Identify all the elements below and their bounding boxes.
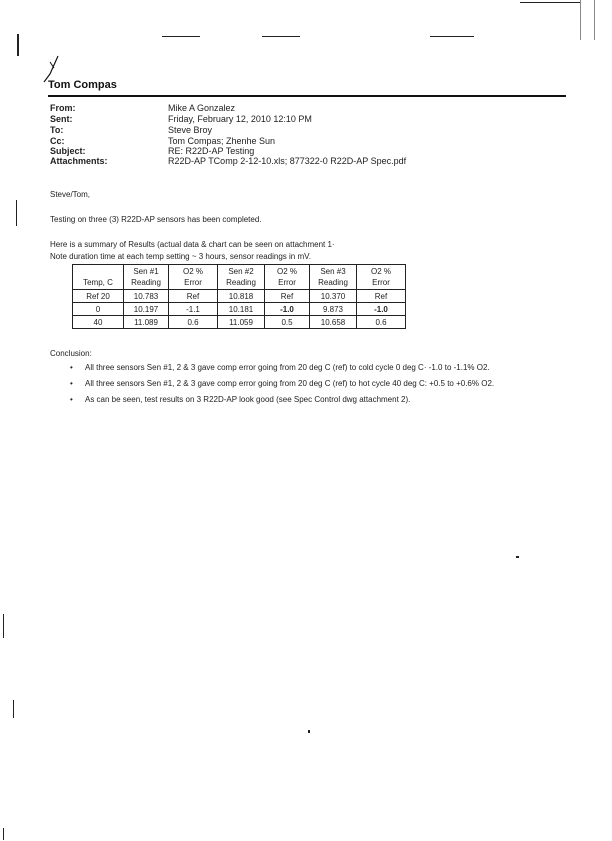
cc-value: Tom Compas; Zhenhe Sun: [168, 136, 276, 146]
scan-artifact-top-2: [262, 36, 300, 37]
table-row: [73, 303, 406, 316]
subject-label: Subject:: [50, 146, 86, 156]
from-value: Mike A Gonzalez: [168, 103, 236, 113]
greeting: Steve/Tom,: [50, 190, 91, 199]
table-cell: 10.658: [310, 316, 357, 329]
table-header-row: [73, 265, 406, 290]
cc-label: Cc:: [50, 136, 65, 146]
scan-speck: [516, 556, 519, 558]
table-row: [73, 316, 406, 329]
table-cell: Ref: [169, 290, 218, 303]
table-cell: 11.059: [218, 316, 265, 329]
scan-artifact-right-1: [580, 0, 581, 40]
table-header-cell: O2 % Error: [265, 265, 310, 290]
table-header-cell: O2 % Error: [169, 265, 218, 290]
from-label: From:: [50, 103, 76, 113]
to-label: To:: [50, 125, 64, 135]
scan-artifact-left-5: [3, 828, 4, 840]
scan-artifact-left-2: [16, 200, 17, 226]
scan-artifact-top-4: [520, 2, 580, 3]
sensor-readings-table: [72, 264, 406, 329]
list-item: • All three sensors Sen #1, 2 & 3 gave comp error going from 20 deg C (ref) to cold cycle 0 deg C· -1.0 to -1.1% O2.: [70, 363, 490, 372]
table-cell: 10.181: [218, 303, 265, 316]
table-cell: Ref: [265, 290, 310, 303]
subject-value: RE: R22D-AP Testing: [168, 146, 255, 156]
list-item: • All three sensors Sen #1, 2 & 3 gave comp error going from 20 deg C (ref) to hot cycle 40 deg C: +0.5 to +0.6% O2.: [70, 379, 495, 388]
table-cell: -1.0: [265, 303, 310, 316]
to-value: Steve Broy: [168, 125, 213, 135]
conclusion-title: Conclusion:: [50, 349, 92, 358]
bullet-glyph: •: [70, 363, 73, 372]
paragraph-duration-note: Note duration time at each temp setting ~ 3 hours, sensor readings in mV.: [50, 252, 311, 261]
bullet-glyph: •: [70, 395, 73, 404]
table-header-cell: Temp, C: [73, 265, 124, 290]
table-header-cell: Sen #1 Reading: [124, 265, 169, 290]
table-row: [73, 290, 406, 303]
attachments-value: R22D-AP TComp 2-12-10.xls; 877322-0 R22D-AP Spec.pdf: [168, 156, 407, 166]
table-cell: 40: [73, 316, 124, 329]
bullet-glyph: •: [70, 379, 73, 388]
table-cell: 10.783: [124, 290, 169, 303]
table-header-cell: Sen #2 Reading: [218, 265, 265, 290]
header-rule: [48, 95, 566, 97]
scan-artifact-left-3: [3, 614, 4, 638]
table-cell: -1.0: [357, 303, 406, 316]
scan-artifact-right-2: [594, 0, 595, 40]
table-cell: 0: [73, 303, 124, 316]
mailbox-owner-name: Tom Compas: [48, 79, 117, 91]
table-cell: 10.818: [218, 290, 265, 303]
table-cell: -1.1: [169, 303, 218, 316]
table-cell: 9.873: [310, 303, 357, 316]
scan-artifact-left-1: [17, 34, 19, 56]
scan-artifact-top-3: [430, 36, 474, 37]
scan-artifact-top-1: [162, 36, 200, 37]
table-cell: 11.089: [124, 316, 169, 329]
paragraph-testing-complete: Testing on three (3) R22D-AP sensors has been completed.: [50, 215, 262, 224]
scan-artifact-left-4: [13, 700, 14, 718]
sent-label: Sent:: [50, 114, 73, 124]
table-cell: Ref: [357, 290, 406, 303]
attachments-label: Attachments:: [50, 156, 108, 166]
table-cell: 0.5: [265, 316, 310, 329]
table-cell: 10.197: [124, 303, 169, 316]
conclusion-list: [70, 362, 560, 410]
list-item: • As can be seen, test results on 3 R22D-AP look good (see Spec Control dwg attachment 2).: [70, 395, 411, 404]
table-header-cell: Sen #3 Reading: [310, 265, 357, 290]
scan-speck: [308, 730, 310, 733]
table-cell: 0.6: [357, 316, 406, 329]
table-header-cell: O2 % Error: [357, 265, 406, 290]
table-cell: 10.370: [310, 290, 357, 303]
table-cell: 0.6: [169, 316, 218, 329]
table-cell: Ref 20: [73, 290, 124, 303]
sent-value: Friday, February 12, 2010 12:10 PM: [168, 114, 312, 124]
paragraph-summary: Here is a summary of Results (actual data & chart can be seen on attachment 1·: [50, 240, 335, 249]
